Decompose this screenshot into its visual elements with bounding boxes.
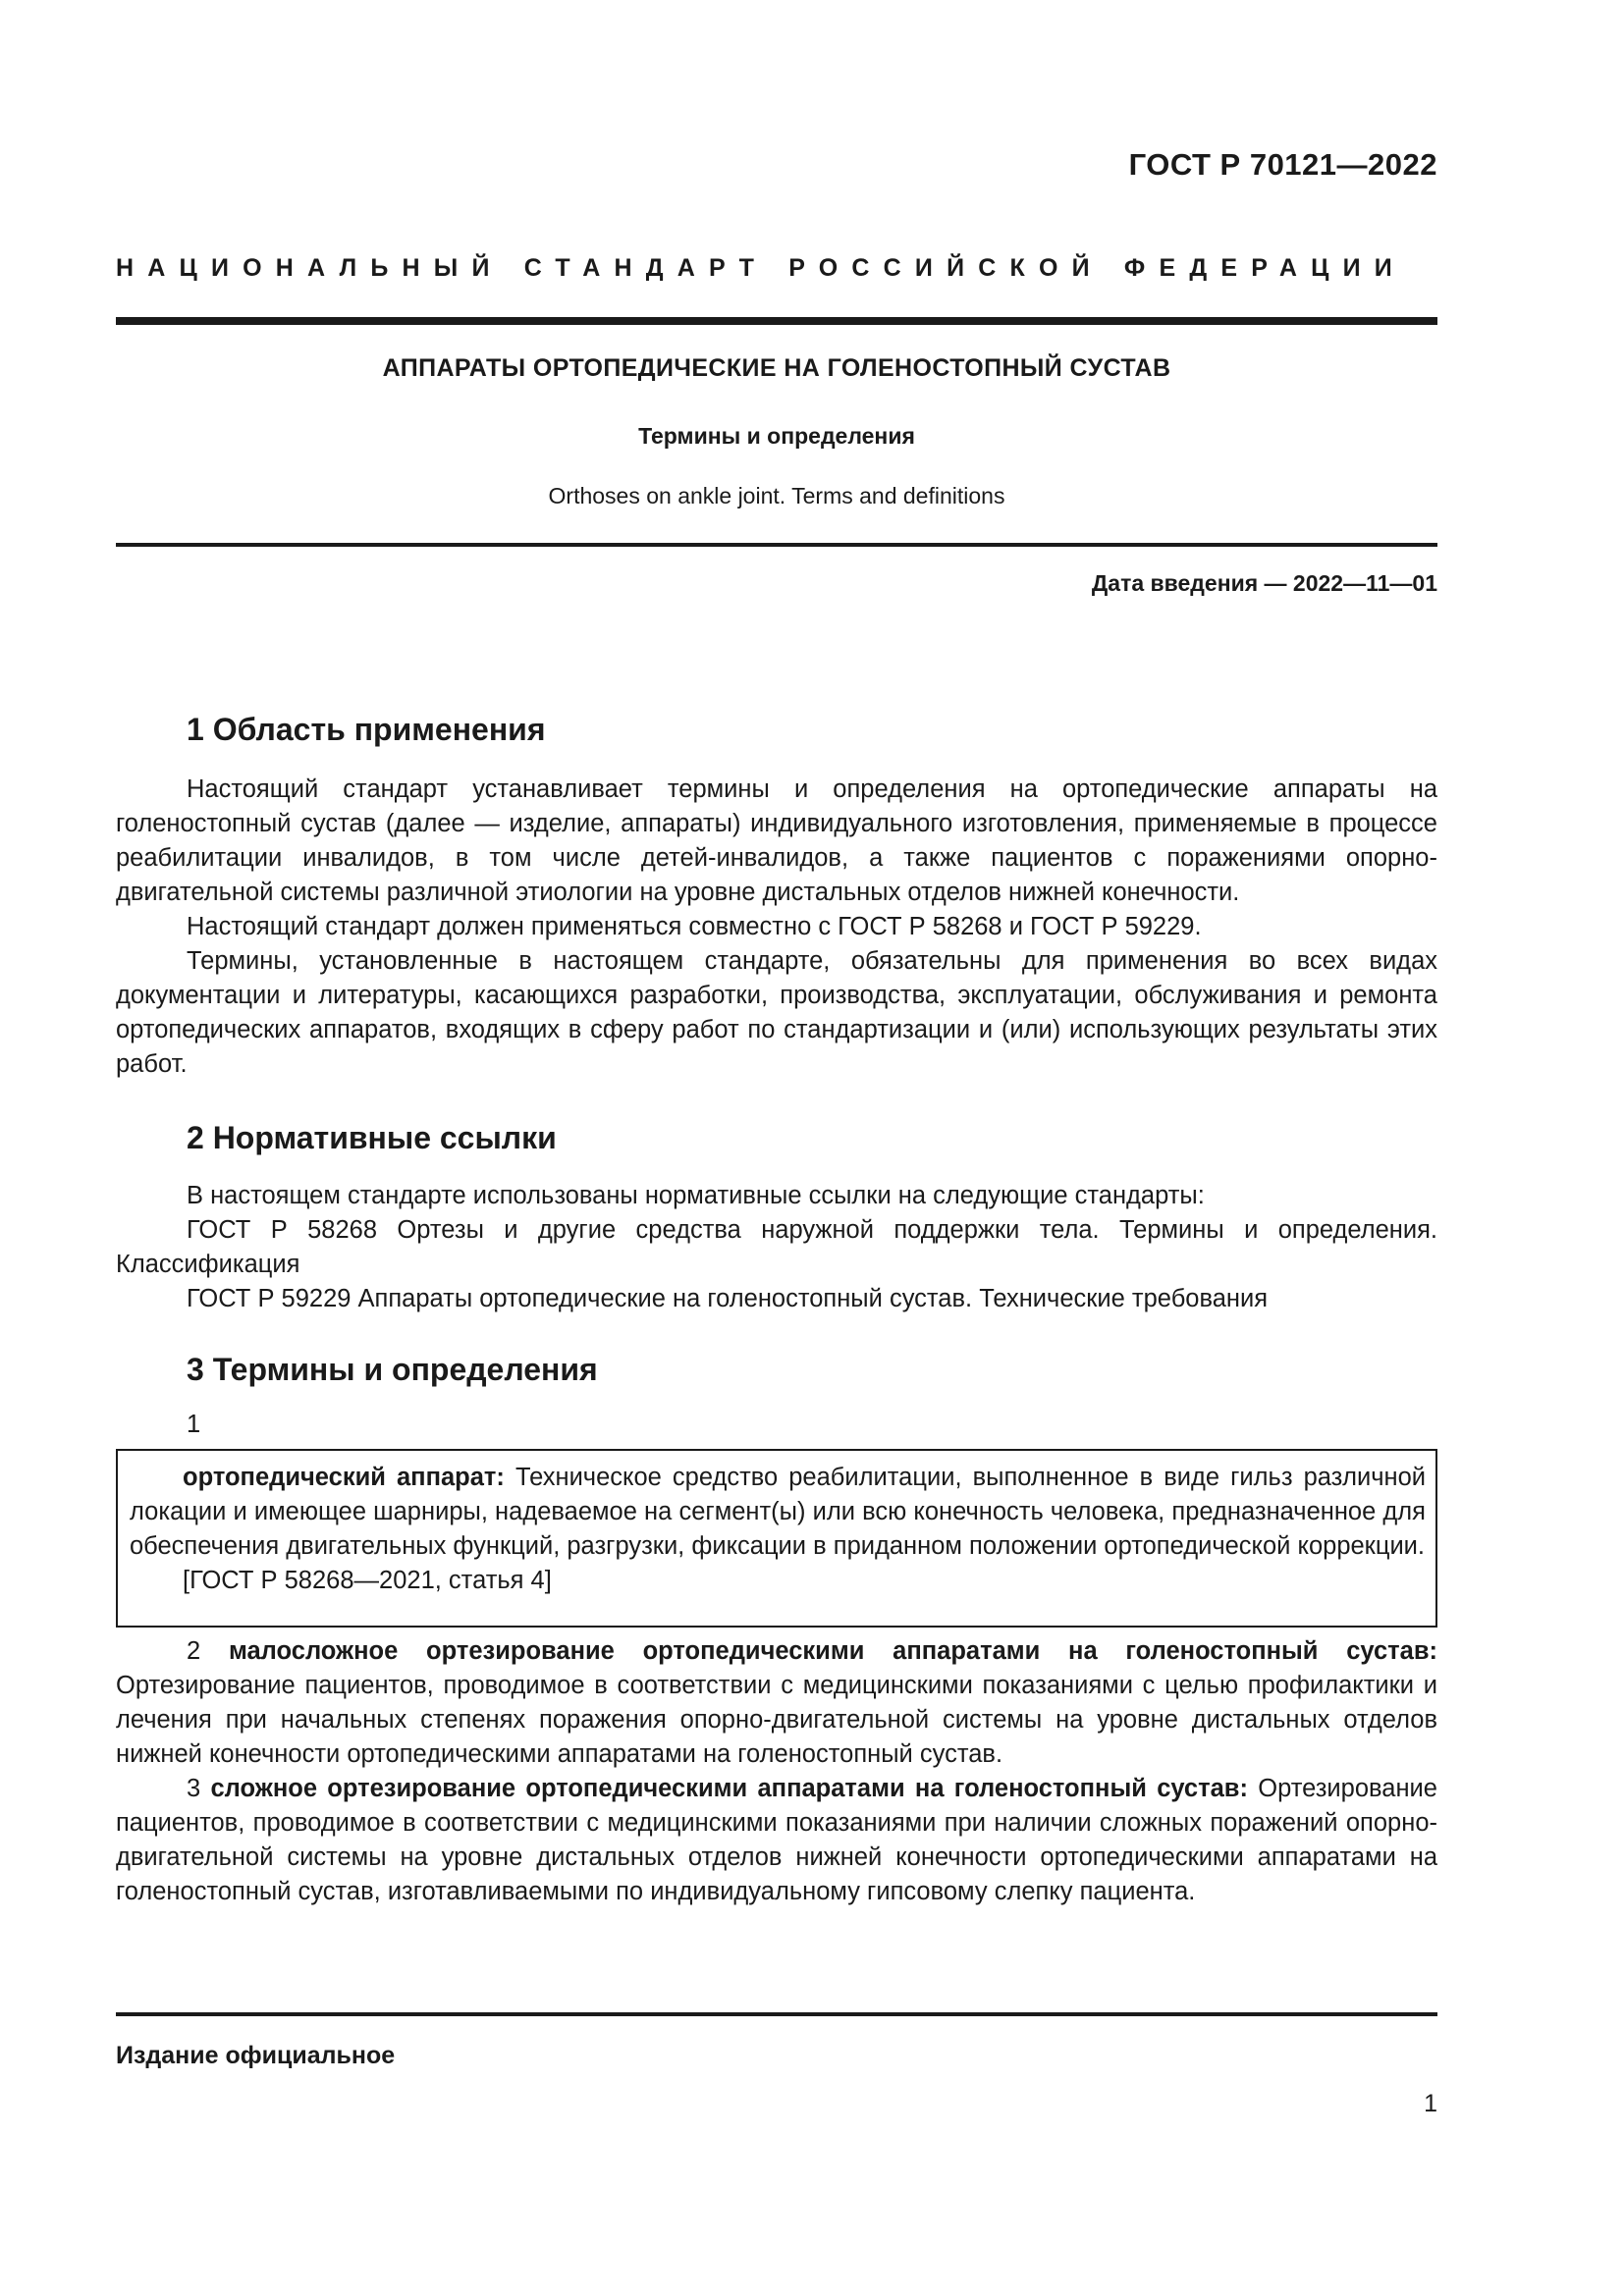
term-number: 3: [187, 1775, 211, 1802]
document-page: [116, 0, 1437, 2296]
term-definition: Ортезирование пациентов, проводимое в соответствии с медицинскими показаниями с целью профилактики и лечения при начальных степенях поражения опорно-двигательной системы на уровне дистальных отделов нижней конечности ортопедическими аппаратами на голеностопный сустав.: [116, 1672, 1437, 1768]
term-name: ортопедический аппарат:: [183, 1464, 505, 1491]
title-divider: [116, 543, 1437, 547]
term-number: 2: [187, 1637, 229, 1665]
reference-item: ГОСТ Р 58268 Ортезы и другие средства наружной поддержки тела. Термины и определения. Классификация: [116, 1216, 1437, 1278]
reference-item: ГОСТ Р 59229 Аппараты ортопедические на голеностопный сустав. Технические требования: [187, 1285, 1269, 1312]
term-entry: [130, 1461, 1426, 1564]
document-code: ГОСТ Р 70121—2022: [1128, 147, 1437, 182]
section-1-body: [116, 773, 1437, 1082]
section-heading-1: 1 Область применения: [187, 712, 546, 747]
national-standard-banner: НАЦИОНАЛЬНЫЙ СТАНДАРТ РОССИЙСКОЙ ФЕДЕРАЦИИ: [116, 254, 1406, 282]
document-subtitle: Термины и определения: [638, 423, 915, 449]
top-divider: [116, 317, 1437, 325]
page-number: 1: [1424, 2090, 1437, 2117]
paragraph: Термины, установленные в настоящем стандарте, обязательны для применения во всех видах документации и литературы, касающихся разработки, производства, эксплуатации, обслуживания и ремонта ортопедических аппаратов, входящих в сферу работ по стандартизации и (или) использующих результаты этих работ.: [116, 947, 1437, 1078]
term-number: 1: [187, 1411, 201, 1438]
document-title: АППАРАТЫ ОРТОПЕДИЧЕСКИЕ НА ГОЛЕНОСТОПНЫЙ СУСТАВ: [382, 354, 1171, 382]
term-name: сложное ортезирование ортопедическими аппаратами на голеностопный сустав:: [210, 1775, 1248, 1802]
section-heading-3: 3 Термины и определения: [187, 1352, 598, 1387]
term-definition: Техническое средство реабилитации, выполненное в виде гильз различной локации и имеющее шарниры, надеваемое на сегмент(ы) или всю конечность человека, предназначенное для обеспечения двигательных функций, разгрузки, фиксации в приданном положении ортопедической коррекции.: [130, 1464, 1426, 1560]
introduction-date: Дата введения — 2022—11—01: [1091, 570, 1437, 596]
paragraph: В настоящем стандарте использованы нормативные ссылки на следующие стандарты:: [187, 1182, 1205, 1209]
footer-divider: [116, 2012, 1437, 2016]
paragraph: Настоящий стандарт должен применяться совместно с ГОСТ Р 58268 и ГОСТ Р 59229.: [187, 913, 1202, 940]
term-entry: [116, 1772, 1437, 1909]
term-definition: Ортезирование пациентов, проводимое в соответствии с медицинскими показаниями при наличии сложных поражений опорно-двигательной системы на уровне дистальных отделов нижней конечности ортопедическими аппаратами на голеностопный сустав, изготавливаемыми по индивидуальному гипсовому слепку пациента.: [116, 1775, 1437, 1905]
official-edition-label: Издание официальное: [116, 2042, 396, 2069]
section-3-terms: [116, 1634, 1437, 1909]
english-title: Orthoses on ankle joint. Terms and definitions: [548, 483, 1005, 508]
section-heading-2: 2 Нормативные ссылки: [187, 1120, 557, 1155]
term-definition-box: [116, 1449, 1437, 1628]
section-2-body: [116, 1179, 1437, 1316]
term-source: [ГОСТ Р 58268—2021, статья 4]: [183, 1567, 552, 1594]
term-name: малосложное ортезирование ортопедическими аппаратами на голеностопный сустав:: [228, 1637, 1437, 1665]
term-entry: [116, 1634, 1437, 1772]
paragraph: Настоящий стандарт устанавливает термины и определения на ортопедические аппараты на голеностопный сустав (далее — изделие, аппараты) индивидуального изготовления, применяемые в процессе реабилитации инвалидов, в том числе детей-инвалидов, а также пациентов с поражениями опорно-двигательной системы различной этиологии на уровне дистальных отделов нижней конечности.: [116, 775, 1437, 906]
